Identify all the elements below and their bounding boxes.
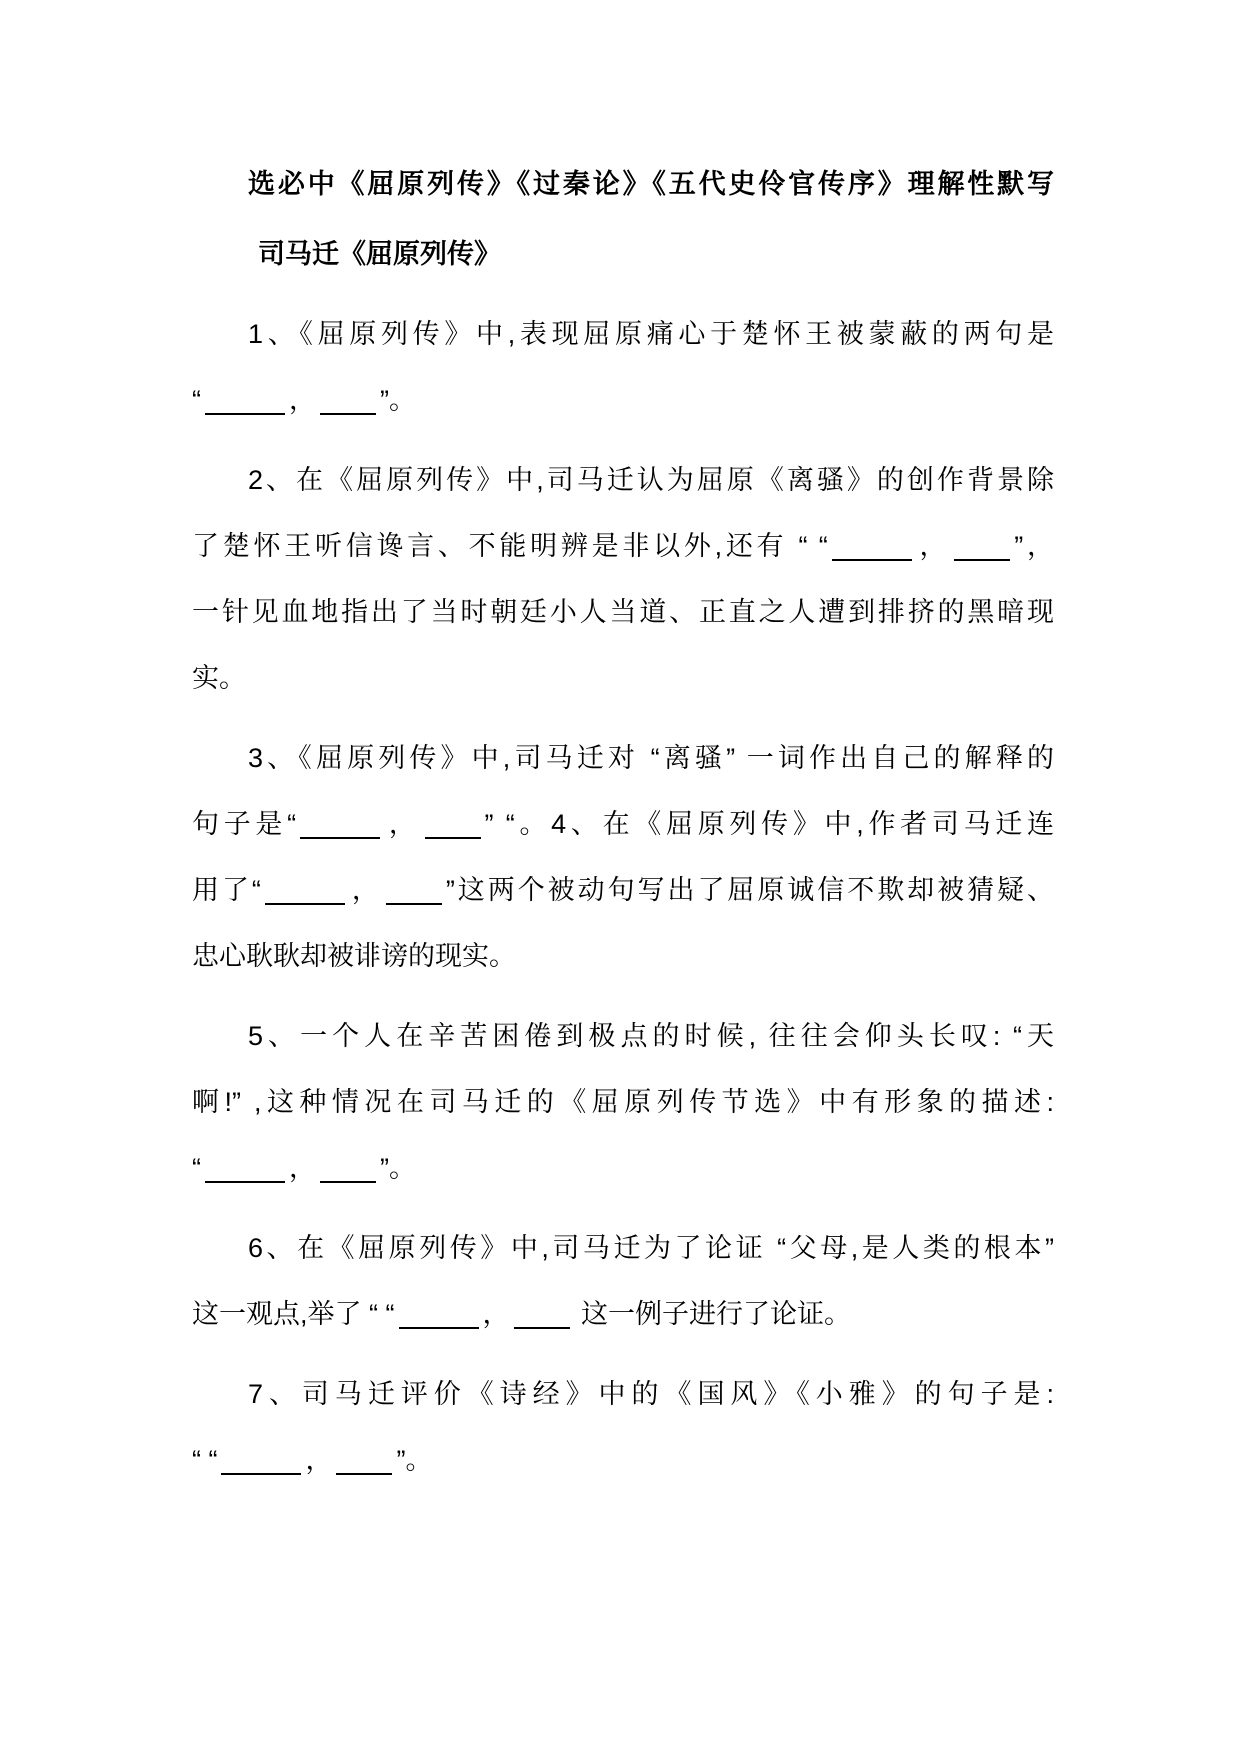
question-2 [192,447,1054,711]
text-segment: ， [289,385,316,415]
question-text-line: 实。 [192,663,246,693]
text-segment: “ “ [192,1445,218,1475]
answer-blank [320,1161,376,1183]
question-text-line: 3、《屈原列传》中,司马迁对 “离骚” 一词作出自己的解释的 [248,743,1054,773]
answer-line [192,1135,1054,1201]
question-text-line: 5、一个人在辛苦困倦到极点的时候, 往往会仰头长叹: “天 [248,1021,1054,1051]
answer-blank [425,817,481,839]
text-segment: ”这两个被动句写出了屈原诚信不欺却被猜疑、 [445,875,1054,905]
question-7 [192,1361,1054,1493]
question-text-line: 6、在《屈原列传》中,司马迁为了论证 “父母,是人类的根本” [248,1233,1054,1263]
answer-blank [300,817,380,839]
text-segment: “ [192,385,201,415]
answer-blank [265,883,345,905]
question-text-line [192,1281,1054,1347]
text-segment: ， [348,875,382,905]
text-segment: 了楚怀王听信谗言、不能明辨是非以外,还有 “ “ [192,531,828,561]
text-segment: “ [192,1153,201,1183]
answer-blank [954,539,1010,561]
question-text-line [192,513,1054,579]
answer-blank [336,1453,392,1475]
text-segment: ， [915,531,951,561]
text-segment: ， [305,1445,333,1475]
question-text-line [192,791,1054,857]
answer-blank [205,393,285,415]
text-segment: ， [289,1153,316,1183]
answer-line [192,367,1054,433]
answer-blank [832,539,912,561]
answer-blank [514,1307,570,1329]
question-5 [192,1003,1054,1201]
question-text-line: 啊!” ,这种情况在司马迁的《屈原列传节选》中有形象的描述: [192,1087,1054,1117]
section-heading: 司马迁《屈原列传》 [258,239,501,269]
answer-blank [399,1307,479,1329]
question-1 [192,301,1054,433]
text-segment: 这一观点,举了 “ “ [192,1299,395,1329]
text-segment: 这一例子进行了论证。 [573,1299,852,1329]
question-text-line: 一针见血地指出了当时朝廷小人当道、正直之人遭到排挤的黑暗现 [192,597,1054,627]
text-segment: ”。 [380,385,416,415]
text-segment: 句子是“ [192,809,297,839]
text-segment: ”。 [380,1153,416,1183]
text-segment: ， [384,809,421,839]
answer-blank [320,393,376,415]
text-segment: ”。 [396,1445,433,1475]
question-text-line: 7、司马迁评价《诗经》中的《国风》《小雅》的句子是: [248,1379,1054,1409]
text-segment: ， [482,1299,510,1329]
question-text-line: 2、在《屈原列传》中,司马迁认为屈原《离骚》的创作背景除 [248,465,1054,495]
question-text-line [192,857,1054,923]
document-title: 选必中《屈原列传》《过秦论》《五代史伶官传序》理解性默写 [248,169,1054,199]
question-3-4 [192,725,1054,989]
answer-line [192,1427,1054,1493]
answer-blank [221,1453,301,1475]
question-6 [192,1215,1054,1347]
question-text-line: 1、《屈原列传》中,表现屈原痛心于楚怀王被蒙蔽的两句是 [248,319,1054,349]
question-text-line: 忠心耿耿却被诽谤的现实。 [192,941,516,971]
answer-blank [205,1161,285,1183]
text-segment: ”， [1014,531,1054,561]
document-body [192,151,1054,1507]
text-segment: ” “。4、在《屈原列传》中,作者司马迁连 [484,809,1054,839]
text-segment: 用了“ [192,875,261,905]
answer-blank [386,883,442,905]
